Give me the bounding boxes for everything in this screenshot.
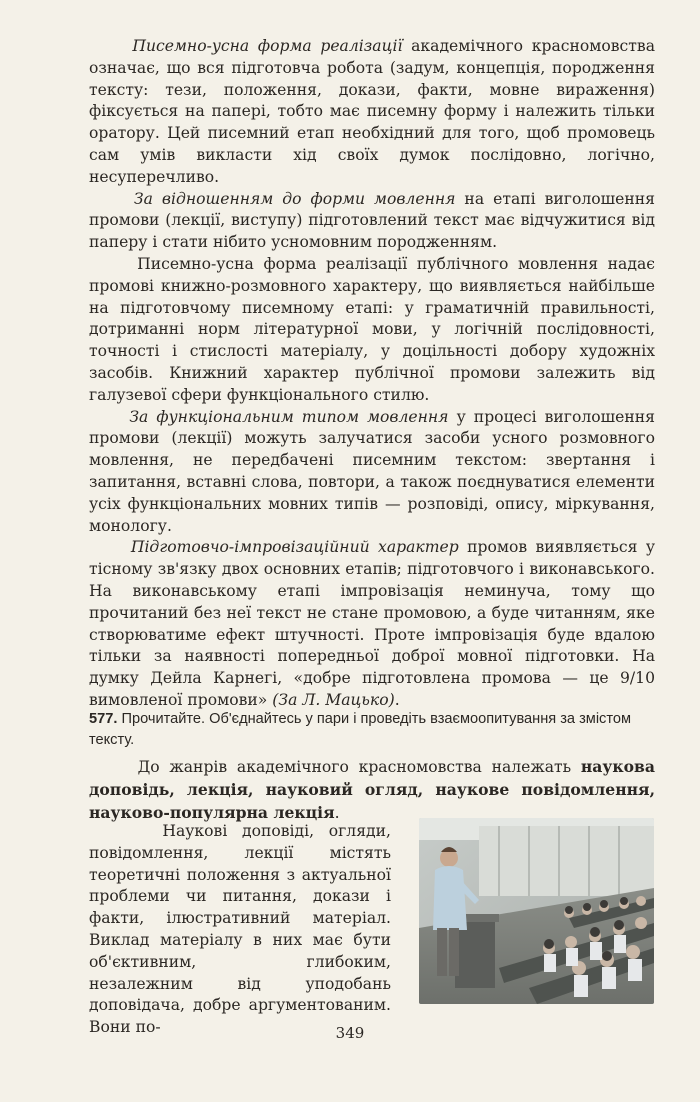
paragraph-2-text: на етапі виголошення промови (лекції, виступу) підготовлений текст має відчужитися від паперу і стати нібито усномовним породженням. xyxy=(89,189,655,252)
main-text xyxy=(89,36,655,712)
exercise-number: 577. xyxy=(89,711,118,727)
genres-text: До жанрів академічного красномовства належать xyxy=(137,758,581,776)
lecture-hall-illustration xyxy=(419,818,654,1004)
paragraph-3-text: Писемно-усна форма реалізації публічного мовлення надає промові книжно-розмовного характеру, що виявляється найбільше на підготовчому писемному етапі: у граматичній правильності, дотриманні норм літературної мови, у логічній послідовності, точності і стислості матеріалу, у доцільності добору художніх засобів. Книжний характер публічної промови залежить від галузевої сфери функціонального стилю. xyxy=(89,254,655,404)
paragraph-1-text: академічного красномовства означає, що вся підготовча робота (задум, концепція, породження тексту: тези, положення, докази, факти, мовне вираження) фіксується на папері, тобто має писемну форму і належить тільки оратору. Цей писемний етап необхідний для того, щоб промовець сам умів викласти хід своїх думок послідовно, логічно, несуперечливо. xyxy=(89,37,655,186)
paragraph-5-source: (За Л. Мацько) xyxy=(272,690,395,709)
page-number: 349 xyxy=(335,1024,365,1042)
exercise-577 xyxy=(89,709,655,751)
paragraph-2-lead: За відношенням до форми мовлення xyxy=(133,189,456,208)
paragraph-1 xyxy=(89,36,655,189)
paragraph-3 xyxy=(89,254,655,407)
paragraph-4-lead: За функціональним типом мовлення xyxy=(129,407,449,426)
paragraph-4 xyxy=(89,407,655,538)
lecture-photo xyxy=(419,818,654,1004)
paragraph-4-text: у процесі виголошення промови (лекції) можуть залучатися засоби усного розмовного мовлення, не передбачені писемним текстом: звертання і запитання, вставні слова, повтори, а також поєднуватися елементи усіх функціональних мовних типів — розповіді, опису, міркування, монологу. xyxy=(89,407,655,535)
paragraph-1-lead: Писемно-усна форма реалізації xyxy=(132,37,403,55)
last-paragraph xyxy=(89,821,391,1039)
genres-line xyxy=(89,756,655,824)
genres-bold: наукова доповідь, лекція, науковий огляд, наукове повідомлення, науково-популярна лекція xyxy=(89,757,655,822)
paragraph-2 xyxy=(89,189,655,254)
paragraph-5 xyxy=(89,537,655,711)
genres-end: . xyxy=(334,803,340,822)
genres-paragraph xyxy=(89,756,655,824)
paragraph-5-end: . xyxy=(394,690,400,709)
exercise-text: Прочитайте. Об'єднайтесь у пари і проведіть взаємоопитування за змістом тексту. xyxy=(89,711,632,748)
last-paragraph-line xyxy=(89,821,391,1039)
paragraph-5-text: промов виявляється у тісному зв'язку двох основних етапів; підготовчого і виконавського. На виконавському етапі імпровізація неминуча, тому що прочитаний без неї текст не стане промовою, а буде читанням, яке створюватиме ефект штучності. Проте імпровізація буде вдалою тільки за наявності попередньої доброї мовної підготовки. На думку Дейла Карнегі, «добре підготовлена промова — це 9/10 вимовленої промови» xyxy=(89,538,655,709)
last-paragraph-text: Наукові доповіді, огляди, повідомлення, лекції містять теоретичні положення з актуальної проблеми чи питання, докази і факти, ілюстративний матеріал. Виклад матеріалу в них має бути об'єктивним, глибоким, незалежним від уподобань доповідача, добре аргументованим. Вони по- xyxy=(89,822,391,1037)
paragraph-5-lead: Підготовчо-імпровізаційний характер xyxy=(130,538,459,557)
